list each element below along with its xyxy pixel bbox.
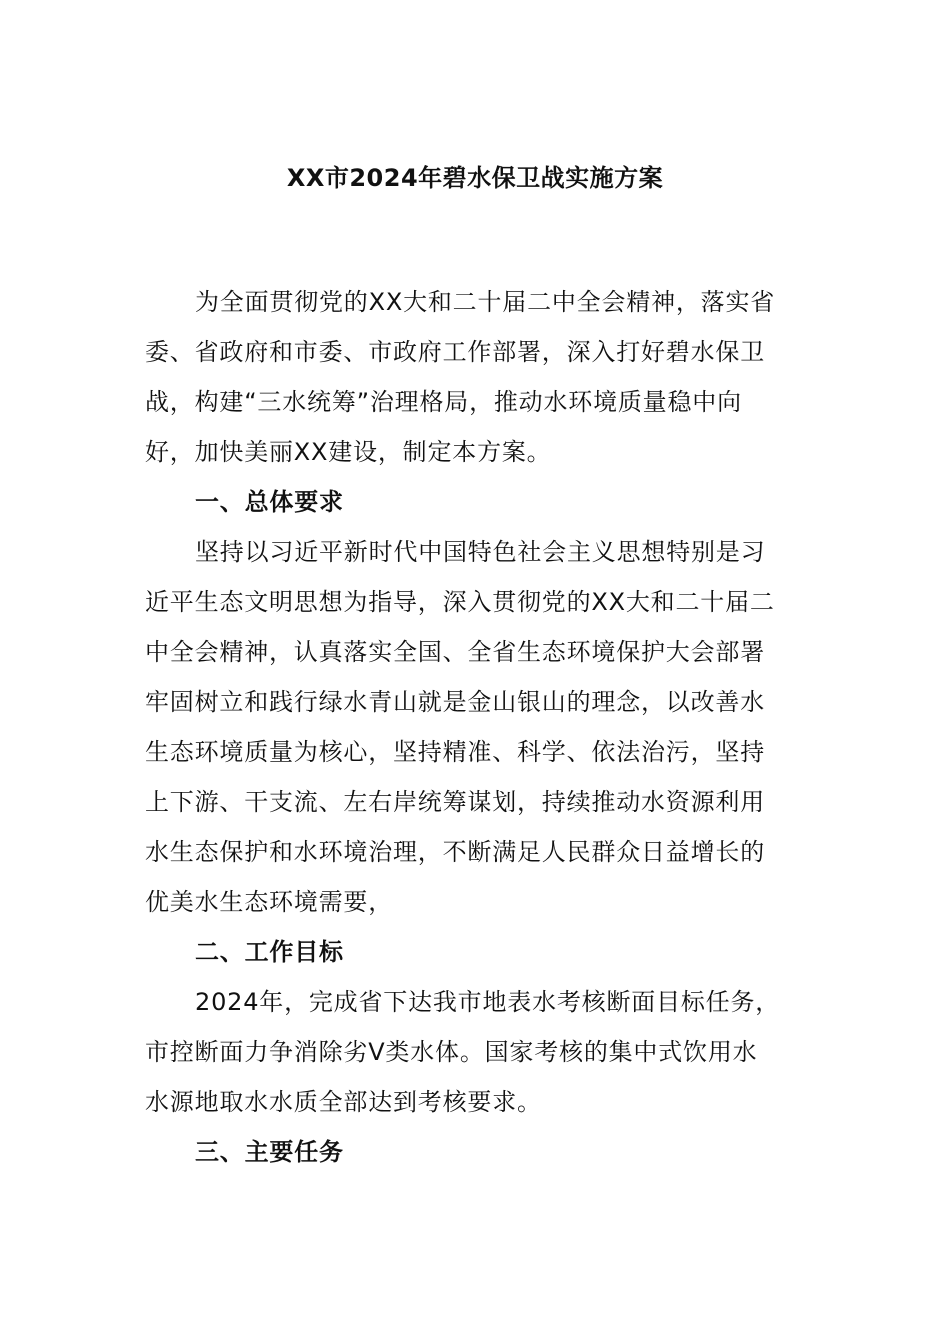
section2-line: 市控断面力争消除劣Ⅴ类水体。国家考核的集中式饮用水 (145, 1038, 758, 1066)
intro-line: 为全面贯彻党的XX大和二十届二中全会精神，落实省 (195, 288, 776, 316)
section-heading-2: 二、工作目标 (195, 938, 344, 966)
intro-line: 战，构建“三水统筹”治理格局，推动水环境质量稳中向 (145, 388, 742, 416)
section1-line: 近平生态文明思想为指导，深入贯彻党的XX大和二十届二 (145, 588, 775, 616)
section1-line: 中全会精神，认真落实全国、全省生态环境保护大会部署 (145, 638, 765, 666)
section2-line: 2024年，完成省下达我市地表水考核断面目标任务， (195, 988, 781, 1016)
section2-line: 水源地取水水质全部达到考核要求。 (145, 1088, 542, 1116)
document-title: XX市2024年碧水保卫战实施方案 (286, 164, 664, 192)
section1-line: 牢固树立和践行绿水青山就是金山银山的理念，以改善水 (145, 688, 765, 716)
section1-line: 优美水生态环境需要， (145, 888, 393, 916)
section1-line: 上下游、干支流、左右岸统筹谋划，持续推动水资源利用 (145, 788, 765, 816)
section1-line: 坚持以习近平新时代中国特色社会主义思想特别是习 (195, 538, 766, 566)
section-heading-1: 一、总体要求 (195, 488, 344, 516)
intro-line: 好，加快美丽XX建设，制定本方案。 (145, 438, 552, 466)
section-heading-3: 三、主要任务 (195, 1138, 344, 1166)
section1-line: 水生态保护和水环境治理，不断满足人民群众日益增长的 (145, 838, 765, 866)
document-body (145, 277, 811, 1177)
section1-line: 生态环境质量为核心，坚持精准、科学、依法治污，坚持 (145, 738, 765, 766)
intro-line: 委、省政府和市委、市政府工作部署，深入打好碧水保卫 (145, 338, 765, 366)
